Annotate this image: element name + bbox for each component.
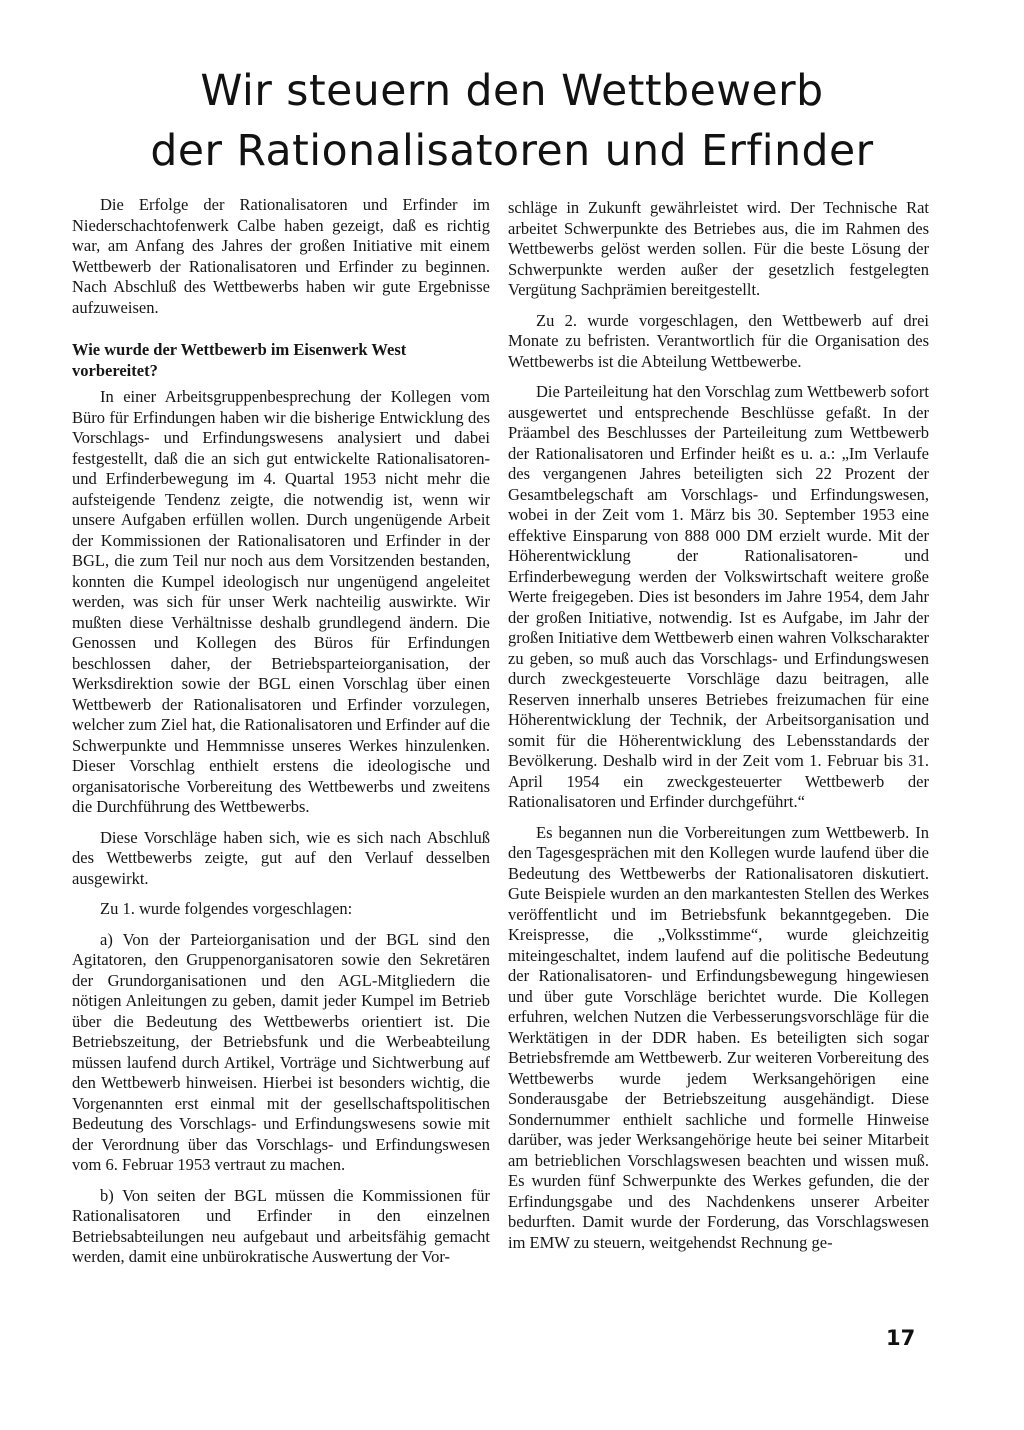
paragraph: Die Parteileitung hat den Vorschlag zum Wettbewerb sofort ausgewertet und entsprechende Beschlüsse gefaßt. In der Präambel des Beschlusses der Parteileitung zum Wettbewerb der Rationalisatoren und Erfinder heißt es u. a.: „Im Verlaufe des vergangenen Jahres beteiligten sich 22 Prozent der Gesamtbelegschaft am Vorschlags- und Erfindungswesen, wobei in der Zeit vom 1. März bis 30. September 1953 eine effektive Einsparung von 888 000 DM erzielt wurde. Mit der Höherentwicklung der Rationalisatoren- und Erfinderbewegung werden der Volkswirtschaft weitere große Werte freigegeben. Dies ist besonders im Jahre 1954, dem Jahr der großen Initiative, notwendig. Ist es Aufgabe, im Jahr der großen Initiative dem Wettbewerb einen wahren Volkscharakter zu geben, so muß auch das Vorschlags- und Erfindungswesen durch zweckgesteuerte Vorschläge dazu beitragen, alle Reserven innerhalb unseres Betriebes freizumachen für eine Höherentwicklung der Technik, der Arbeitsorganisation und somit für die Höherentwicklung des Lebensstandards der Bevölkerung. Deshalb wird in der Zeit vom 1. Februar bis 31. April 1954 ein zweckgesteuerter Wettbewerb der Rationalisatoren und Erfinder durchgeführt.“ <box>508 382 929 811</box>
paragraph: Zu 1. wurde folgendes vorgeschlagen: <box>100 899 353 918</box>
paragraph: b) Von seiten der BGL müssen die Kommissionen für Rationalisatoren und Erfinder in den einzelnen Betriebsabteilungen neu aufgebaut und arbeitsfähig gemacht werden, damit eine unbürokratische Auswertung der Vor- <box>72 1185 490 1266</box>
paragraph: a) Von der Parteiorganisation und der BGL sind den Agitatoren, den Gruppenorganisatoren sowie den Sekretären der Grundorganisationen und den AGL-Mitgliedern die nötigen Anleitungen zu geben, damit jeder Kumpel im Betrieb über die Bedeutung des Wettbewerbs orientiert ist. Die Betriebszeitung, der Betriebsfunk und die Werbeabteilung müssen laufend durch Artikel, Vorträge und Sichtwerbung auf den Wettbewerb hinweisen. Hierbei ist besonders wichtig, die Vorgenannten erst einmal mit der gesellschaftspolitischen Bedeutung des Vorschlags- und Erfindungswesens sowie mit der Verordnung über das Vorschlags- und Erfindungswesen vom 6. Februar 1953 vertraut zu machen. <box>72 929 490 1174</box>
paragraph: Diese Vorschläge haben sich, wie es sich nach Abschluß des Wettbewerbs zeigte, gut auf den Verlauf desselben ausgewirkt. <box>72 827 490 888</box>
paragraph: Es begannen nun die Vorbereitungen zum Wettbewerb. In den Tagesgesprächen mit den Kollegen wurde laufend über die Bedeutung des Wettbewerbs der Rationalisatoren diskutiert. Gute Beispiele wurden an den markantesten Stellen des Werkes veröffentlicht und im Betriebsfunk bekanntgegeben. Die Kreispresse, die „Volksstimme“, wurde gleichzeitig miteingeschaltet, indem laufend auf die politische Bedeutung der Rationalisatoren- und Erfindungsbewegung hingewiesen und über gute Vorschläge berichtet wurde. Die Kollegen erfuhren, welchen Nutzen die Verbesserungsvorschläge für die Werktätigen in der DDR haben. Es beteiligten sich sogar Betriebsfremde am Wettbewerb. Zur weiteren Vorbereitung des Wettbewerbs wurde jedem Werksangehörigen eine Sonderausgabe der Betriebszeitung ausgehändigt. Diese Sondernummer enthielt sachliche und formelle Hinweise darüber, was jeder Werksangehörige heute bei seiner Mitarbeit am betrieblichen Vorschlagswesen beachten und wissen muß. Es wurden fünf Schwerpunkte des Werkes gefunden, die der Erfindungsgabe und des Nachdenkens unserer Arbeiter bedurften. Damit wurde der Forderung, das Vorschlagswesen im EMW zu steuern, weitgehendst Rechnung ge- <box>508 822 929 1252</box>
page-number: 17 <box>886 1326 916 1350</box>
section-heading: Wie wurde der Wettbewerb im Eisenwerk West vorbereitet? <box>72 340 407 380</box>
title-line-2: der Rationalisatoren und Erfinder <box>150 127 874 176</box>
paragraph: schläge in Zukunft gewährleistet wird. Der Technische Rat arbeitet Schwerpunkte des Betriebes aus, die im Rahmen des Wettbewerbs gelöst werden sollen. Für die beste Lösung der Schwerpunkte werden außer der gesetzlich festgelegten Vergütung Sachprämien bereitgestellt. <box>508 198 929 299</box>
left-column <box>72 195 490 1278</box>
paragraph: In einer Arbeitsgruppenbesprechung der Kollegen vom Büro für Erfindungen haben wir die bisherige Entwicklung des Vorschlags- und Erfindungswesens analysiert und dabei festgestellt, daß die an sich gut entwickelte Rationalisatoren- und Erfinderbewegung im 4. Quartal 1953 nicht mehr die aufsteigende Tendenz zeigte, die notwendig ist, wenn wir unsere Aufgaben erfüllen wollen. Durch ungenügende Arbeit der Kommissionen der Rationalisatoren und Erfinder in der BGL, die zum Teil nur noch aus dem Vorsitzenden bestanden, konnten die Kumpel ideologisch nur ungenügend angeleitet werden, was sich für unser Werk nachteilig auswirkte. Wir mußten diese Verhältnisse deshalb grundlegend ändern. Die Genossen und Kollegen des Büros für Erfindungen beschlossen daher, der Betriebsparteiorganisation, der Werksdirektion sowie der BGL einen Vorschlag über einen Wettbewerb der Rationalisatoren und Erfinder vorzulegen, welcher zum Ziel hat, die Rationalisatoren und Erfinder auf die Schwerpunkte und Hemmnisse unseres Werkes hinzulenken. Dieser Vorschlag enthielt erstens die ideologische und organisatorische Vorbereitung des Wettbewerbs und zweitens die Durchführung des Wettbewerbs. <box>72 387 490 816</box>
paragraph: Zu 2. wurde vorgeschlagen, den Wettbewerb auf drei Monate zu befristen. Verantwortlich für die Organisation des Wettbewerbs ist die Abteilung Wettbewerbe. <box>508 310 929 371</box>
paragraph: Die Erfolge der Rationalisatoren und Erfinder im Niederschachtofenwerk Calbe haben gezeigt, daß es richtig war, am Anfang des Jahres der großen Initiative mit einem Wettbewerb der Rationalisatoren und Erfinder zu beginnen. Nach Abschluß des Wettbewerbs haben wir gute Ergebnisse aufzuweisen. <box>72 195 490 317</box>
title-line-1: Wir steuern den Wettbewerb <box>200 67 824 116</box>
right-column <box>508 198 929 1263</box>
article-title <box>60 62 964 182</box>
